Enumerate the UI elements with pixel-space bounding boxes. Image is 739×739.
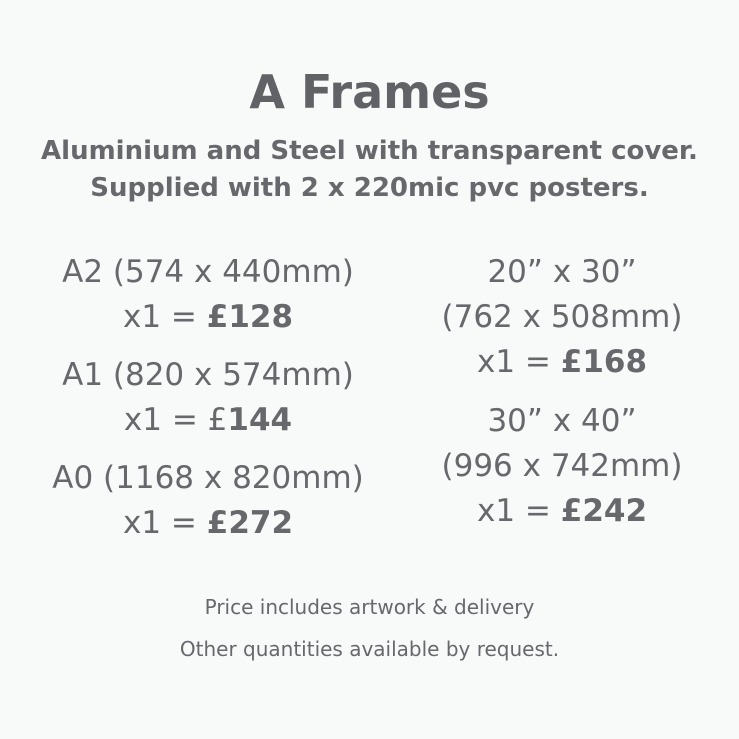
price-item-20x30 <box>392 250 732 385</box>
dimension-label: (996 x 742mm) <box>441 448 683 484</box>
quantity-label: x1 = <box>122 505 207 541</box>
price-value: 272 <box>228 505 294 541</box>
subtitle-line-2: Supplied with 2 x 220mic pvc posters. <box>90 173 649 203</box>
price-currency: £ <box>207 402 228 438</box>
size-label: 30” x 40” <box>487 403 637 439</box>
subtitle-line-1: Aluminium and Steel with transparent cover. <box>41 136 698 166</box>
price-currency: £ <box>560 344 583 380</box>
page-title: A Frames <box>249 65 490 119</box>
left-price-column <box>38 250 378 546</box>
price-item-30x40 <box>392 399 732 534</box>
quantity-label: x1 = <box>123 402 208 438</box>
quantity-label: x1 = <box>476 344 561 380</box>
price-line <box>38 501 378 546</box>
size-label: A0 (1168 x 820mm) <box>52 460 364 496</box>
size-label: A2 (574 x 440mm) <box>62 254 354 290</box>
quantity-label: x1 = <box>476 493 561 529</box>
price-line <box>392 340 732 385</box>
price-currency: £ <box>560 493 583 529</box>
size-label: A1 (820 x 574mm) <box>62 357 354 393</box>
price-item-a2 <box>38 250 378 340</box>
dimension-label: (762 x 508mm) <box>441 299 683 335</box>
price-value: 168 <box>582 344 648 380</box>
price-line <box>38 295 378 340</box>
footer-note-delivery: Price includes artwork & delivery <box>204 595 535 619</box>
price-value: 242 <box>582 493 648 529</box>
price-currency: £ <box>206 299 229 335</box>
price-value: 128 <box>228 299 294 335</box>
price-value: 144 <box>227 402 293 438</box>
price-item-a0 <box>38 456 378 546</box>
price-line <box>392 489 732 534</box>
right-price-column <box>392 250 732 534</box>
footer-note-quantities: Other quantities available by request. <box>179 637 560 661</box>
size-label: 20” x 30” <box>487 254 637 290</box>
quantity-label: x1 = <box>122 299 207 335</box>
price-currency: £ <box>206 505 229 541</box>
price-item-a1 <box>38 353 378 443</box>
price-line <box>38 398 378 443</box>
